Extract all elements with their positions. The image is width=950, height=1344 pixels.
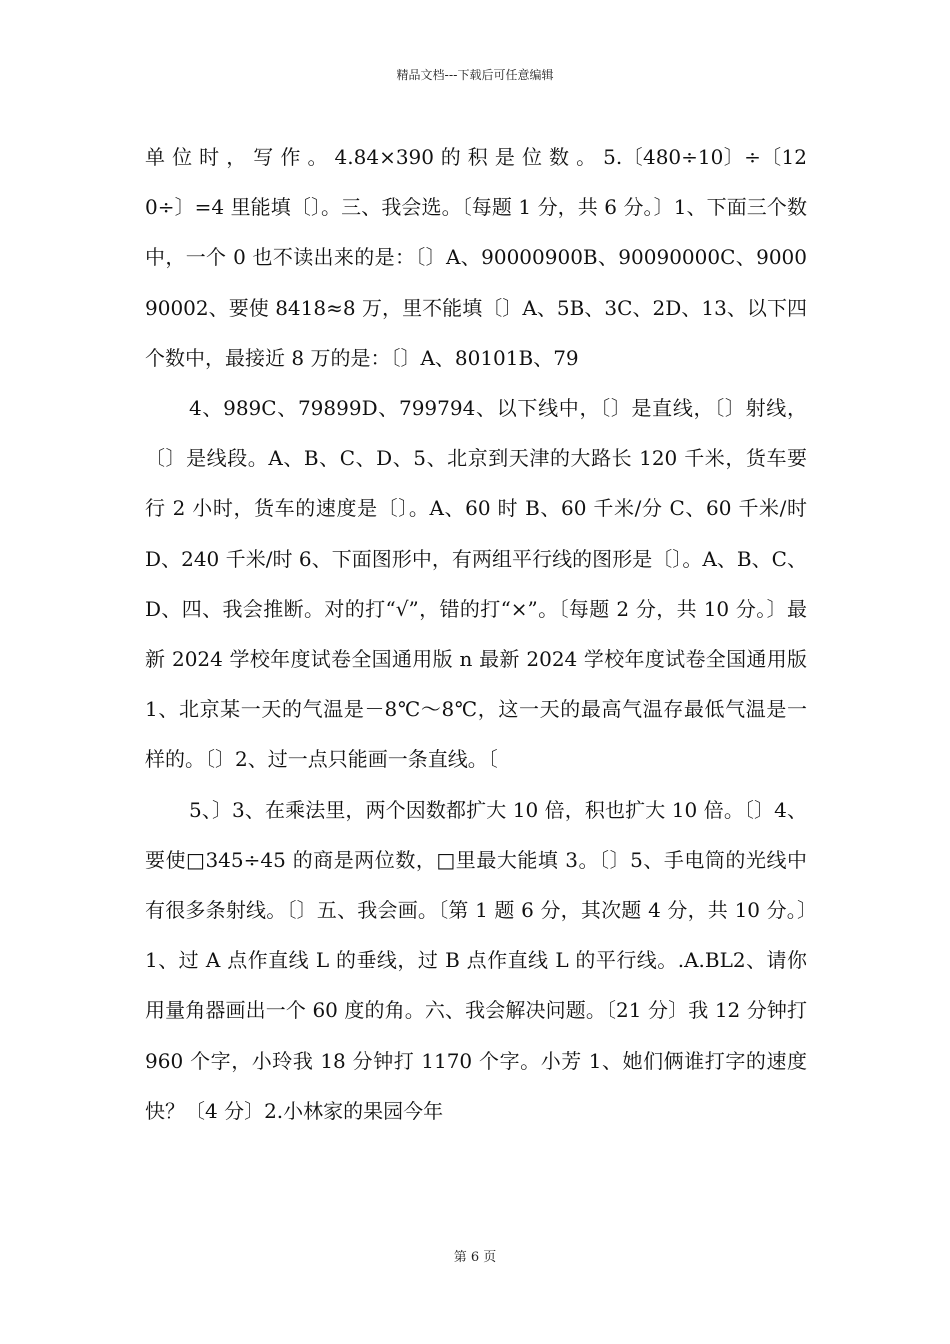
document-body bbox=[145, 132, 827, 1136]
paragraph-1: 单 位 时 ， 写 作 。 4.84×390 的 积 是 位 数 。 5.〔480÷10〕÷〔120÷〕=4 里能填〔〕。三、我会选。〔每题 1 分，共 6 分。〕1、下面三个数中，一个 0 也不读出来的是：〔〕A、90000900B、90090000C、900090002、要使 8418≈8 万，里不能填〔〕A、5B、3C、2D、13、以下四个数中，最接近 8 万的是：〔〕A、80101B、79 bbox=[145, 145, 807, 370]
paragraph-3: 5、〕3、在乘法里，两个因数都扩大 10 倍，积也扩大 10 倍。〔〕4、要使□345÷45 的商是两位数，□里最大能填 3。〔〕5、手电筒的光线中有很多条射线。〔〕五、我会画。〔第 1 题 6 分，其次题 4 分，共 10 分。〕1、过 A 点作直线 L 的垂线，过 B 点作直线 L 的平行线。.A.BL2、请你用量角器画出一个 60 度的角。六、我会解决问题。〔21 分〕我 12 分钟打 960 个字，小玲我 18 分钟打 1170 个字。小芳 1、她们俩谁打字的速度快？〔4 分〕2.小林家的果园今年 bbox=[145, 797, 807, 1123]
page-header: 精品文档---下载后可任意编辑 bbox=[396, 68, 554, 82]
paragraph-2: 4、989C、79899D、799794、以下线中，〔〕是直线，〔〕射线，〔〕是线段。A、B、C、D、5、北京到天津的大路长 120 千米，货车要行 2 小时，货车的速度是〔〕。A、60 时 B、60 千米/分 C、60 千米/时 D、240 千米/时 6、下面图形中，有两组平行线的图形是〔〕。A、B、C、D、四、我会推断。对的打“√”，错的打“×”。〔每题 2 分，共 10 分。〕最新 2024 学校年度试卷全国通用版 n 最新 2024 学校年度试卷全国通用版 1、北京某一天的气温是－8℃～8℃，这一天的最高气温存最低气温是一样的。〔〕2、过一点只能画一条直线。〔 bbox=[145, 396, 827, 772]
page-number: 第 6 页 bbox=[453, 1250, 497, 1265]
